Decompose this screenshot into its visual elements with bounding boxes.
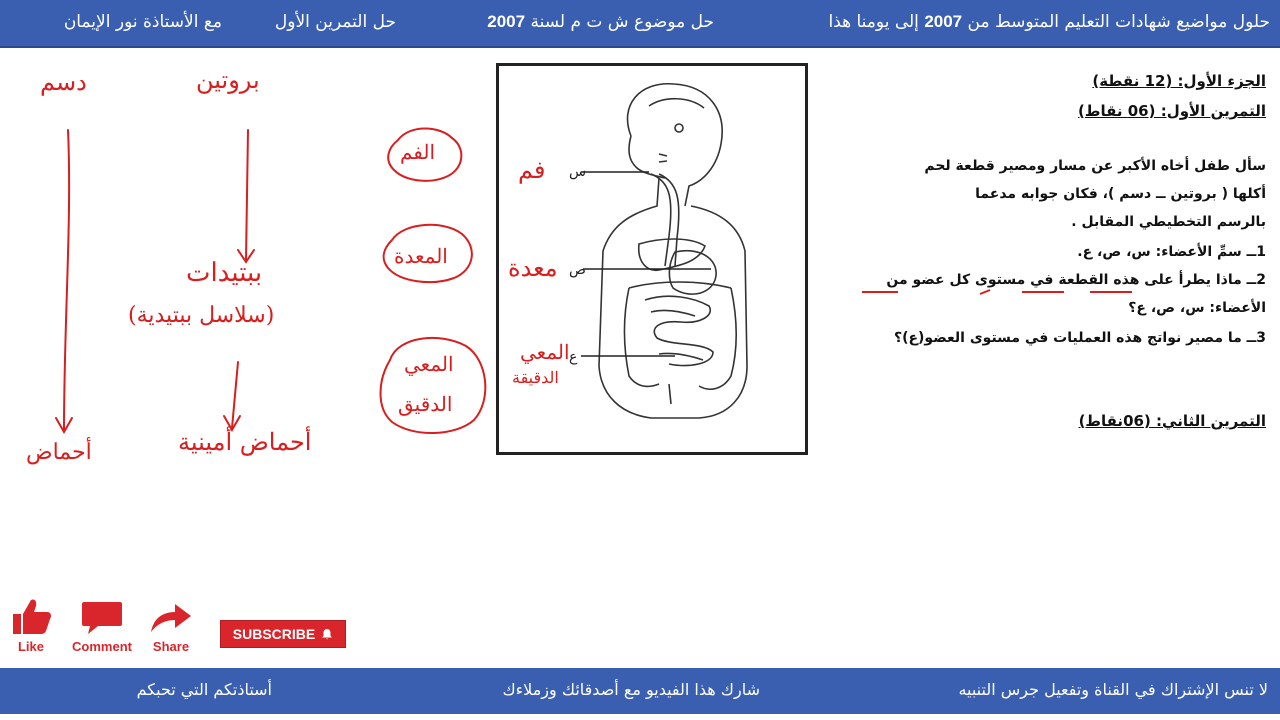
annotation-underlines [840,288,1160,298]
subject-year: 2007 [487,12,526,31]
label-a: ع [569,349,578,365]
bottom-left-text: أستاذتكم التي تحبكم [136,680,272,699]
teacher-title: مع الأستاذة نور الإيمان [63,12,222,32]
exercise1-title: التمرين الأول: (06 نقاط) [1078,102,1266,120]
hw-label-intestine-2: الدقيقة [512,368,559,387]
bottom-center-text: شارك هذا الفيديو مع أصدقائك وزملاءك [502,680,760,699]
hw-bubble-stomach: المعدة [394,244,448,268]
hw-arrows [20,100,320,470]
subject-title: حل موضوع ش ت م لسنة 2007 [487,12,714,32]
hw-bubble-intestine-1: المعي [404,352,454,376]
bottom-banner [0,668,1280,714]
banner-divider [0,46,1280,48]
comment-label: Comment [72,639,132,654]
share-control[interactable] [146,600,196,654]
label-p: ص [569,262,586,278]
exam-line-2: أكلها ( بروتين ــ دسم )، فكان جوابه مدعما [975,186,1266,202]
arrow-fat-to-acids [64,130,69,430]
question-2a: 2ــ ماذا يطرأ على هذه القطعة في مستوى كل عضو من [886,272,1266,288]
share-arrow-icon [149,600,193,636]
subscribe-button[interactable] [220,620,346,648]
bottom-right-text: لا تنس الإشتراك في القناة وتفعيل جرس التنبيه [958,680,1268,699]
question-3: 3ــ ما مصير نواتج هذه العمليات في مستوى العضو(ع)؟ [893,330,1266,346]
comment-control[interactable] [64,600,140,654]
hw-label-mouth: فم [518,156,546,184]
part-title: الجزء الأول: (12 نقطة) [1092,72,1266,90]
hw-bubble-intestine-2: الدقيق [398,392,453,416]
hw-label-intestine-1: المعي [520,340,570,364]
hw-fatty-acids: أحماض [26,440,92,465]
arrow-protein-to-peptides [246,130,248,260]
hw-peptides: ببتيدات [186,258,263,288]
question-2b: الأعضاء: س، ص، ع؟ [1128,300,1266,316]
series-title: حلول مواضيع شهادات التعليم المتوسط من 2007 إلى يومنا هذا [828,12,1270,32]
share-label: Share [152,639,190,654]
like-control[interactable] [6,596,56,654]
exam-line-3: بالرسم التخطيطي المقابل . [1071,214,1266,230]
subscribe-label: SUBSCRIBE [232,626,316,642]
thumbs-up-icon [9,596,53,636]
hw-fat: دسم [40,68,87,96]
like-label: Like [17,639,44,654]
exam-line-1: سأل طفل أخاه الأكبر عن مسار ومصير قطعة لحم [924,158,1266,174]
hw-label-stomach: معدة [508,254,558,282]
hw-protein: بروتين [196,66,260,94]
arrow-peptides-to-amino [232,362,238,428]
question-1: 1ــ سمِّ الأعضاء: س، ص، ع. [1077,244,1266,260]
label-s: س [569,164,587,180]
hw-peptide-chains: (سلاسل ببتيدية) [128,303,275,328]
exercise-title: حل التمرين الأول [274,12,396,32]
exercise2-title: التمرين الثاني: (06نقاط) [1078,412,1266,430]
bell-icon [321,628,333,640]
hw-bubble-mouth: الفم [400,140,436,164]
hw-amino-acids: أحماض أمينية [178,428,312,456]
comment-icon [80,600,124,636]
series-year: 2007 [924,12,963,31]
top-banner [0,0,1280,46]
